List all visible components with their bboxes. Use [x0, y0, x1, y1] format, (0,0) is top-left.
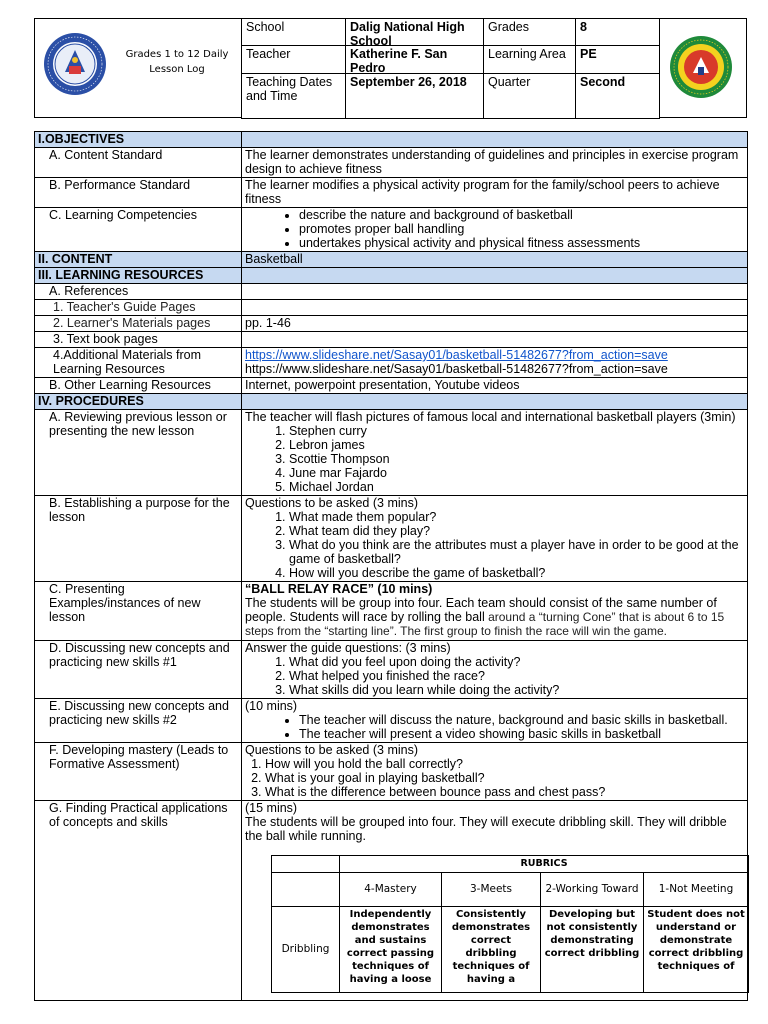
competency-list — [245, 208, 744, 250]
procedures-heading: IV. PROCEDURES — [35, 394, 242, 410]
list-item: • promotes proper ball handling — [299, 222, 744, 236]
activity-text-part2: around a “turning Cone” that is about 6 to 15 steps from the “starting line”. The first group to finish the race will win the game. — [245, 610, 725, 639]
procedure-g-text: The students will be grouped into four. They will execute dribbling skill. They will dribble the ball while running. — [245, 814, 727, 843]
procedure-a-label: A. Reviewing previous lesson or presenting the new lesson — [35, 410, 242, 496]
mastery-question-list — [245, 757, 744, 799]
list-item: • describe the nature and background of basketball — [299, 208, 744, 222]
content-standard-label: A. Content Standard — [35, 148, 242, 178]
procedure-c-label: C. Presenting Examples/instances of new lesson — [35, 582, 242, 641]
log-title-line2: Lesson Log — [149, 64, 205, 75]
list-item: 5. Michael Jordan — [289, 480, 744, 494]
procedure-g-row — [35, 800, 748, 1000]
procedure-g-label: G. Finding Practical applications of concepts and skills — [35, 800, 242, 1000]
teachers-guide-label: 1. Teacher's Guide Pages — [35, 300, 242, 316]
quarter-label: Quarter — [483, 73, 576, 119]
additional-materials-label: 4.Additional Materials from Learning Resources — [35, 348, 242, 378]
log-title — [113, 47, 241, 77]
header-info-grid — [241, 18, 659, 118]
list-item: 1. How will you hold the ball correctly? — [265, 757, 744, 771]
player-list — [245, 424, 744, 494]
learners-materials-label: 2. Learner's Materials pages — [35, 316, 242, 332]
header-right-cell — [659, 18, 747, 118]
level-working-toward: 2-Working Toward — [541, 872, 644, 906]
content-standard-value: The learner demonstrates understanding of guidelines and principles in exercise program design to achieve fitness — [242, 148, 748, 178]
other-resources-value: Internet, powerpoint presentation, Youtube videos — [242, 378, 748, 394]
level-mastery: 4-Mastery — [340, 872, 442, 906]
teacher-value: Katherine F. San Pedro — [345, 45, 484, 74]
objectives-heading-row — [35, 132, 748, 148]
slideshare-link[interactable]: https://www.slideshare.net/Sasay01/basketball-51482677?from_action=save — [245, 348, 668, 362]
procedure-f-label: F. Developing mastery (Leads to Formative Assessment) — [35, 742, 242, 800]
list-item: 2. What team did they play? — [289, 524, 744, 538]
grades-label: Grades — [483, 18, 576, 46]
activity-title: “BALL RELAY RACE” (10 mins) — [245, 582, 433, 596]
quarter-value: Second — [575, 73, 660, 119]
procedure-a-intro: The teacher will flash pictures of famous local and international basketball players (3min) — [245, 410, 736, 424]
procedure-a-row — [35, 410, 748, 496]
criterion-dribbling: Dribbling — [272, 906, 340, 992]
list-item: 1. What made them popular? — [289, 510, 744, 524]
performance-standard-label: B. Performance Standard — [35, 178, 242, 208]
content-value: Basketball — [242, 252, 748, 268]
procedure-f-intro: Questions to be asked (3 mins) — [245, 742, 418, 757]
procedure-b-intro: Questions to be asked (3 mins) — [245, 496, 418, 510]
resources-heading: III. LEARNING RESOURCES — [35, 268, 242, 284]
list-item: 3. What do you think are the attributes must a player have in order to be good at the game of basketball? — [289, 538, 744, 566]
guide-question-list — [245, 655, 744, 697]
list-item: 1. Stephen curry — [289, 424, 744, 438]
performance-standard-row — [35, 178, 748, 208]
descriptor-mastery: Independently demonstrates and sustains correct passing techniques of having a loose — [340, 906, 442, 992]
dates-value: September 26, 2018 — [345, 73, 484, 119]
list-item: 4. How will you describe the game of basketball? — [289, 566, 744, 580]
rubrics-table — [271, 855, 749, 993]
descriptor-working-toward: Developing but not consistently demonstrating correct dribbling — [541, 906, 644, 992]
purpose-question-list — [245, 510, 744, 580]
lesson-log-table — [34, 131, 748, 1001]
textbook-label: 3. Text book pages — [35, 332, 242, 348]
school-label: School — [241, 18, 346, 46]
procedure-b-label: B. Establishing a purpose for the lesson — [35, 496, 242, 582]
list-item: 2. Lebron james — [289, 438, 744, 452]
school-seal-icon — [669, 35, 733, 99]
list-item: 3. What is the difference between bounce pass and chest pass? — [265, 785, 744, 799]
descriptor-not-meeting: Student does not understand or demonstrate correct dribbling techniques of — [644, 906, 749, 992]
objectives-heading: I.OBJECTIVES — [35, 132, 242, 148]
references-row — [35, 284, 748, 300]
procedure-f-row — [35, 742, 748, 800]
school-value: Dalig National High School — [345, 18, 484, 46]
level-meets: 3-Meets — [442, 872, 541, 906]
content-standard-row — [35, 148, 748, 178]
learning-competencies-row — [35, 208, 748, 252]
list-item: 3. What skills did you learn while doing the activity? — [289, 683, 744, 697]
list-item: • undertakes physical activity and physical fitness assessments — [299, 236, 744, 250]
procedure-e-label: E. Discussing new concepts and practicing new skills #2 — [35, 698, 242, 742]
discussion-list — [245, 713, 744, 741]
textbook-row — [35, 332, 748, 348]
teachers-guide-row — [35, 300, 748, 316]
procedure-e-intro: (10 mins) — [245, 698, 298, 713]
resources-heading-row — [35, 268, 748, 284]
header-left-cell — [34, 18, 241, 118]
grades-value: 8 — [575, 18, 660, 46]
descriptor-meets: Consistently demonstrates correct dribbling techniques of having a — [442, 906, 541, 992]
content-heading-row — [35, 252, 748, 268]
learners-materials-value: pp. 1-46 — [242, 316, 748, 332]
list-item: 1. What did you feel upon doing the activity? — [289, 655, 744, 669]
lesson-log-header — [34, 18, 747, 118]
learning-area-value: PE — [575, 45, 660, 74]
procedure-e-row — [35, 698, 748, 742]
procedures-heading-row — [35, 394, 748, 410]
rubrics-title: RUBRICS — [340, 855, 749, 872]
level-not-meeting: 1-Not Meeting — [644, 872, 749, 906]
performance-standard-value: The learner modifies a physical activity program for the family/school peers to achieve fitness — [242, 178, 748, 208]
deped-seal-icon — [43, 32, 107, 96]
activity-description — [245, 596, 744, 639]
slideshare-url-text: https://www.slideshare.net/Sasay01/basketball-51482677?from_action=save — [245, 362, 668, 376]
procedure-d-row — [35, 640, 748, 698]
list-item: • The teacher will discuss the nature, background and basic skills in basketball. — [299, 713, 744, 727]
content-heading: II. CONTENT — [35, 252, 242, 268]
teacher-label: Teacher — [241, 45, 346, 74]
references-label: A. References — [35, 284, 242, 300]
procedure-c-row — [35, 582, 748, 641]
procedure-d-intro: Answer the guide questions: (3 mins) — [245, 640, 451, 655]
procedure-d-label: D. Discussing new concepts and practicing new skills #1 — [35, 640, 242, 698]
learning-competencies-label: C. Learning Competencies — [35, 208, 242, 252]
learners-materials-row — [35, 316, 748, 332]
list-item: 2. What is your goal in playing basketball? — [265, 771, 744, 785]
learning-area-label: Learning Area — [483, 45, 576, 74]
other-resources-row — [35, 378, 748, 394]
dates-label: Teaching Dates and Time — [241, 73, 346, 119]
log-title-line1: Grades 1 to 12 Daily — [125, 49, 229, 60]
activity-text-part1: The students will be group into four. Each team should consist of the same number of people. Students will race by rolling the ball — [245, 596, 717, 624]
list-item: • The teacher will present a video showing basic skills in basketball — [299, 727, 744, 741]
list-item: 3. Scottie Thompson — [289, 452, 744, 466]
list-item: 4. June mar Fajardo — [289, 466, 744, 480]
list-item: 2. What helped you finished the race? — [289, 669, 744, 683]
additional-materials-row — [35, 348, 748, 378]
procedure-b-row — [35, 496, 748, 582]
procedure-g-intro: (15 mins) — [245, 800, 298, 815]
other-resources-label: B. Other Learning Resources — [35, 378, 242, 394]
